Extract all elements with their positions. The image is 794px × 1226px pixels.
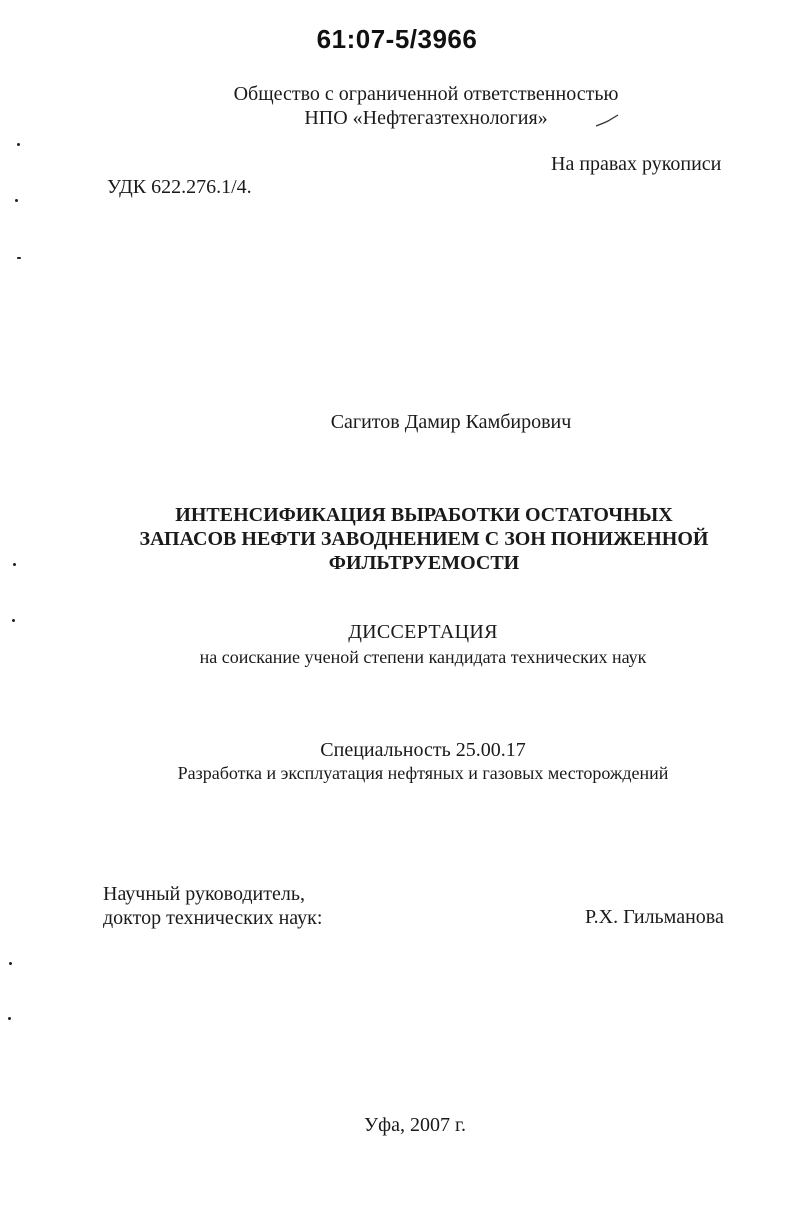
dissertation-title <box>0 503 794 575</box>
scan-speck <box>17 143 20 146</box>
title-line-2: ЗАПАСОВ НЕФТИ ЗАВОДНЕНИЕМ С ЗОН ПОНИЖЕННОЙ <box>139 528 709 550</box>
dissertation-label: ДИССЕРТАЦИЯ <box>348 621 498 643</box>
title-line-3: ФИЛЬТРУЕМОСТИ <box>328 552 520 574</box>
dissertation-subtitle: на соискание ученой степени кандидата технических наук <box>199 647 647 667</box>
scan-speck <box>12 619 15 622</box>
specialty-label: Специальность 25.00.17 <box>320 739 526 761</box>
udk-code: УДК 622.276.1/4. <box>107 176 252 198</box>
supervisor-role-line2: доктор технических наук: <box>103 907 323 929</box>
scan-speck <box>17 257 21 259</box>
organization-block <box>0 82 794 130</box>
rights-note: На правах рукописи <box>551 153 722 175</box>
supervisor-role-line1: Научный руководитель, <box>103 883 305 905</box>
specialty-name: Разработка и эксплуатация нефтяных и газовых месторождений <box>177 763 669 783</box>
pen-mark-icon <box>594 112 620 130</box>
title-line-1: ИНТЕНСИФИКАЦИЯ ВЫРАБОТКИ ОСТАТОЧНЫХ <box>175 504 673 526</box>
organization-name-line2: НПО «Нефтегазтехнология» <box>304 107 548 129</box>
author-name: Сагитов Дамир Камбирович <box>330 411 572 433</box>
organization-name-line1: Общество с ограниченной ответственностью <box>233 83 619 105</box>
scan-speck <box>9 962 12 965</box>
supervisor-name: Р.Х. Гильманова <box>585 906 724 928</box>
scan-speck <box>15 199 18 202</box>
scan-speck <box>13 563 16 566</box>
city-year: Уфа, 2007 г. <box>364 1114 466 1136</box>
scan-speck <box>8 1017 11 1020</box>
archive-stamp-code: 61:07-5/3966 <box>316 24 478 54</box>
supervisor-role <box>103 882 322 930</box>
